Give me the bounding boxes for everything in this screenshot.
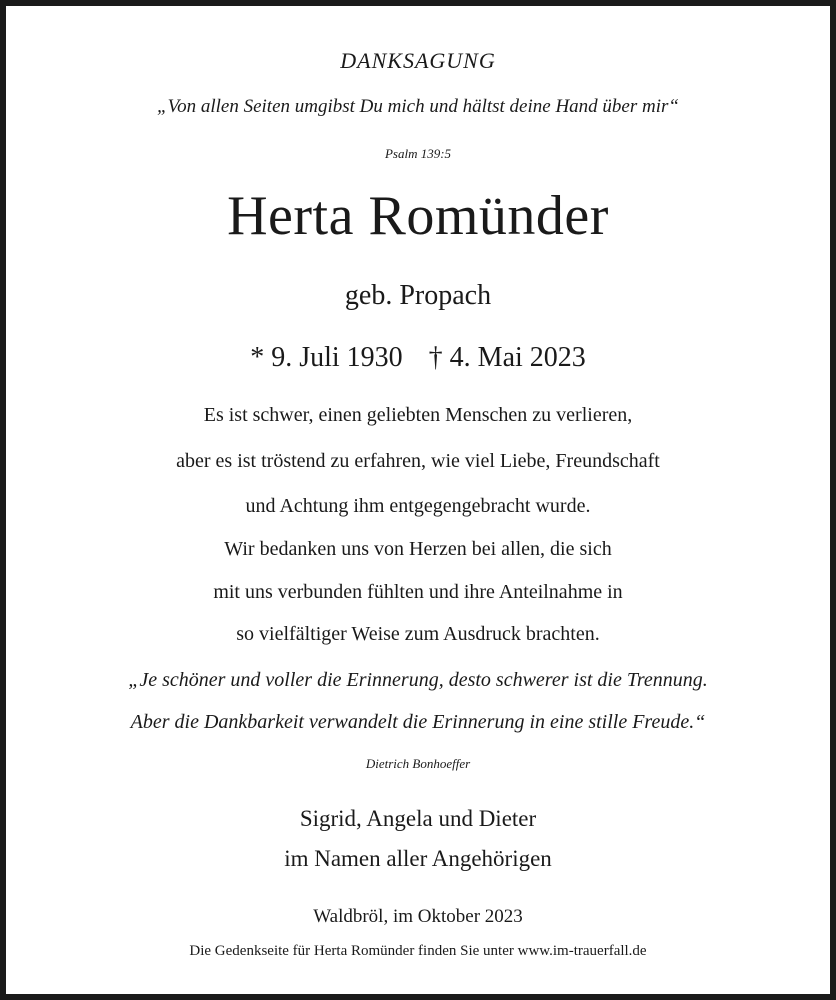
birth-name: geb. Propach — [344, 280, 492, 311]
closing-quote-author: Dietrich Bonhoeffer — [365, 756, 471, 771]
birth-date: * 9. Juli 1930 — [250, 342, 403, 373]
closing-quote-line: Aber die Dankbarkeit verwandelt die Erinnerung in eine stille Freude.“ — [130, 711, 706, 733]
signature-line: Sigrid, Angela und Dieter — [299, 806, 537, 831]
closing-quote-line: „Je schöner und voller die Erinnerung, desto schwerer ist die Trennung. — [128, 669, 708, 691]
life-dates — [6, 342, 830, 374]
signature-line: im Namen aller Angehörigen — [284, 846, 552, 871]
opening-quote-source: Psalm 139:5 — [384, 146, 452, 161]
body-line: mit uns verbunden fühlten und ihre Anteilnahme in — [213, 581, 623, 603]
opening-quote: „Von allen Seiten umgibst Du mich und hältst deine Hand über mir“ — [157, 96, 679, 117]
death-date: † 4. Mai 2023 — [428, 342, 586, 373]
deceased-name: Herta Romünder — [227, 185, 609, 247]
body-line: Wir bedanken uns von Herzen bei allen, die sich — [224, 538, 612, 560]
heading: DANKSAGUNG — [340, 48, 496, 73]
body-line: und Achtung ihm entgegengebracht wurde. — [245, 495, 591, 517]
footer-note: Die Gedenkseite für Herta Romünder finden Sie unter www.im-trauerfall.de — [189, 943, 647, 959]
body-line: so vielfältiger Weise zum Ausdruck brachten. — [236, 623, 600, 645]
body-line: aber es ist tröstend zu erfahren, wie viel Liebe, Freundschaft — [176, 450, 660, 472]
body-line: Es ist schwer, einen geliebten Menschen zu verlieren, — [203, 404, 633, 426]
place-date: Waldbröl, im Oktober 2023 — [313, 906, 523, 927]
